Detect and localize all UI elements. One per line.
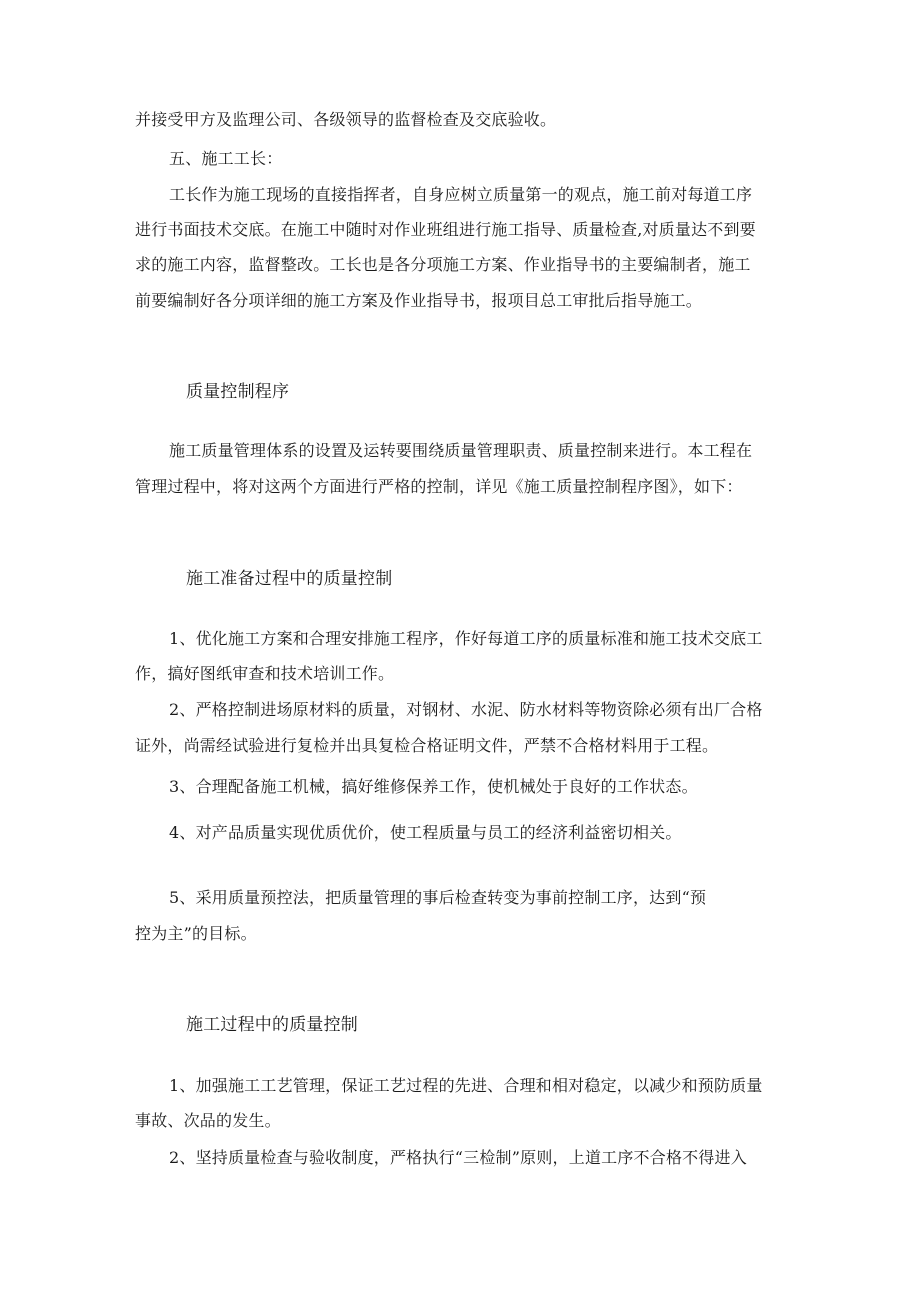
list-item-continuation: 控为主”的目标。	[135, 924, 257, 943]
list-item-continuation: 事故、次品的发生。	[135, 1111, 281, 1130]
paragraph-line: 施工质量管理体系的设置及运转要围绕质量管理职责、质量控制来进行。本工程在	[169, 441, 753, 460]
list-item: 2、坚持质量检查与验收制度，严格执行“三检制”原则，上道工序不合格不得进入	[169, 1148, 747, 1167]
list-item: 1、加强施工工艺管理，保证工艺过程的先进、合理和相对稳定，以减少和预防质量	[169, 1076, 763, 1095]
list-item: 5、采用质量预控法，把质量管理的事后检查转变为事前控制工序，达到“预	[169, 888, 707, 907]
paragraph-line: 并接受甲方及监理公司、各级领导的监督检查及交底验收。	[135, 110, 557, 129]
paragraph-line: 工长作为施工现场的直接指挥者，自身应树立质量第一的观点，施工前对每道工序	[169, 185, 753, 204]
heading-construction-quality-control: 施工过程中的质量控制	[186, 1015, 358, 1035]
paragraph-line: 前要编制好各分项详细的施工方案及作业指导书，报项目总工审批后指导施工。	[135, 291, 703, 310]
heading-preparation-quality-control: 施工准备过程中的质量控制	[186, 569, 393, 589]
paragraph-line: 进行书面技术交底。在施工中随时对作业班组进行施工指导、质量检查,对质量达不到要	[135, 220, 756, 239]
list-item: 2、严格控制进场原材料的质量，对钢材、水泥、防水材料等物资除必须有出厂合格	[169, 700, 763, 719]
paragraph-line: 求的施工内容，监督整改。工长也是各分项施工方案、作业指导书的主要编制者，施工	[135, 255, 751, 274]
list-item-continuation: 作，搞好图纸审查和技术培训工作。	[135, 664, 395, 683]
section-heading-foreman: 五、施工工长：	[169, 149, 283, 168]
list-item: 1、优化施工方案和合理安排施工程序，作好每道工序的质量标准和施工技术交底工	[169, 629, 763, 648]
list-item: 4、对产品质量实现优质优价，使工程质量与员工的经济利益密切相关。	[169, 823, 682, 842]
heading-quality-control-procedure: 质量控制程序	[186, 382, 290, 402]
list-item-continuation: 证外，尚需经试验进行复检并出具复检合格证明文件，严禁不合格材料用于工程。	[135, 736, 719, 755]
paragraph-line: 管理过程中，将对这两个方面进行严格的控制，详见《施工质量控制程序图》，如下：	[135, 477, 743, 496]
list-item: 3、合理配备施工机械，搞好维修保养工作，使机械处于良好的工作状态。	[169, 777, 698, 796]
